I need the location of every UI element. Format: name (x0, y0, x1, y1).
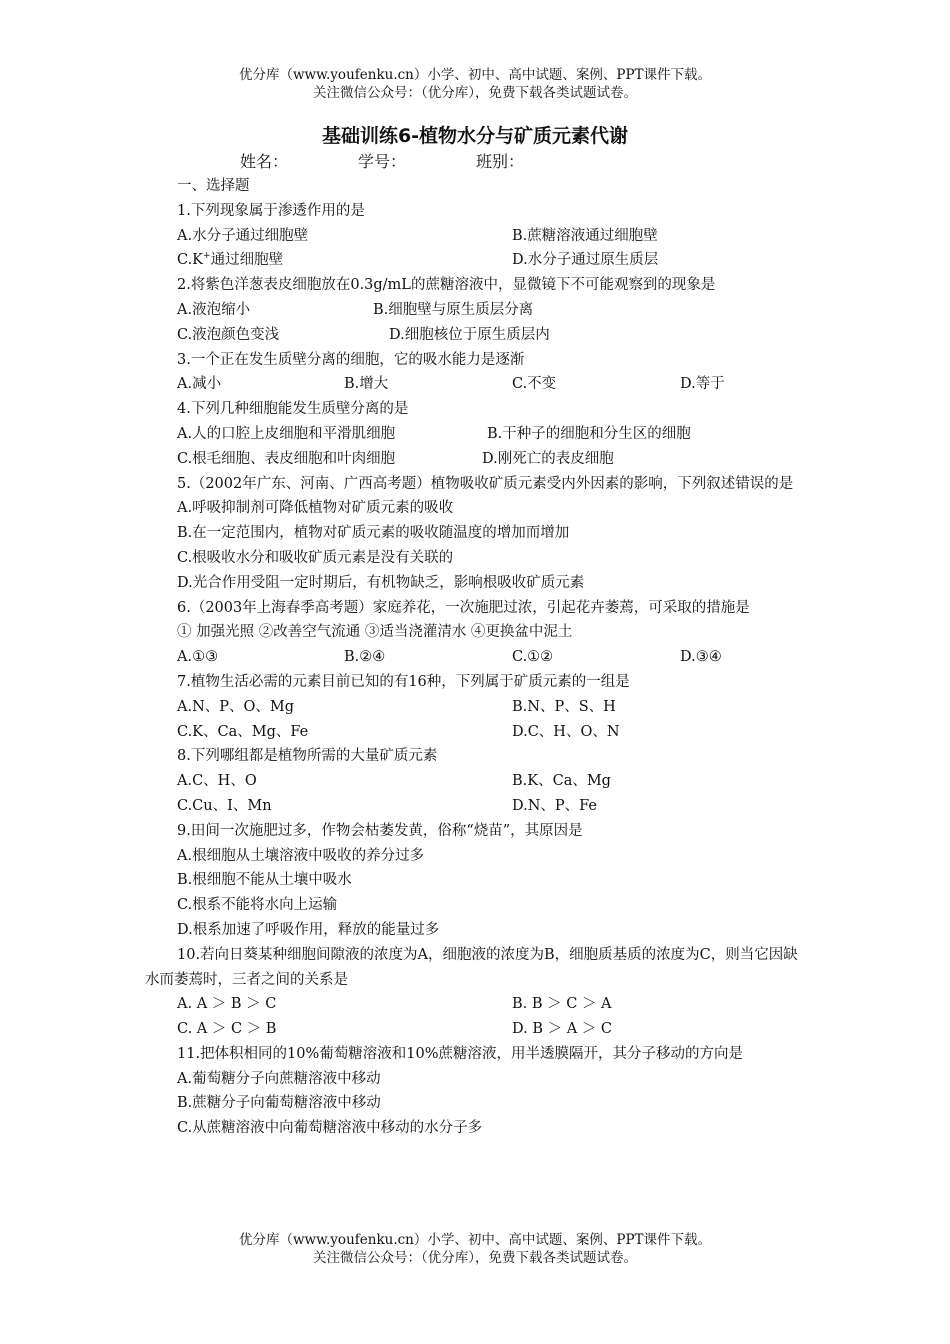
question-stem: 11.把体积相同的10%葡萄糖溶液和10%蔗糖溶液，用半透膜隔开，其分子移动的方向是 (177, 1045, 744, 1062)
option-c: C.①② (512, 649, 554, 666)
option-row (145, 422, 810, 447)
option-b: B.细胞壁与原生质层分离 (373, 301, 534, 318)
option-d: D.水分子通过原生质层 (512, 252, 659, 269)
footer-line-1: 优分库（www.youfenku.cn）小学、初中、高中试题、案例、PPT课件下载。 (238, 1232, 712, 1248)
option-b: B. B ＞ C ＞ A (512, 996, 612, 1013)
option-b: B.根细胞不能从土壤中吸水 (177, 872, 352, 889)
question-stem: 8.下列哪组都是植物所需的大量矿质元素 (177, 748, 438, 765)
question-stem: 7.植物生活必需的元素目前已知的有16种，下列属于矿质元素的一组是 (177, 673, 630, 690)
option-a: A.C、H、O (177, 773, 257, 790)
option-row (145, 372, 810, 397)
option-a: A.①③ (177, 649, 219, 666)
option-d: D.细胞核位于原生质层内 (389, 326, 550, 343)
option-b: B.蔗糖溶液通过细胞壁 (512, 227, 658, 244)
option-a: A. A ＞ B ＞ C (177, 996, 277, 1013)
option-d: D.N、P、Fe (512, 797, 598, 814)
option-d: D.光合作用受阻一定时期后，有机物缺乏，影响根吸收矿质元素 (177, 574, 585, 591)
worksheet-title: 基础训练6-植物水分与矿质元素代谢 (321, 125, 629, 147)
option-c: C.根吸收水分和吸收矿质元素是没有关联的 (177, 549, 454, 566)
question-stem: 4.下列几种细胞能发生质壁分离的是 (177, 401, 409, 418)
option-row (145, 224, 810, 249)
option-c: C.根毛细胞、表皮细胞和叶肉细胞 (177, 450, 396, 467)
option-d: D.刚死亡的表皮细胞 (482, 450, 614, 467)
question-stem: 2.将紫色洋葱表皮细胞放在0.3g/mL的蔗糖溶液中，显微镜下不可能观察到的现象是 (177, 277, 716, 294)
option-c: C.不变 (512, 376, 557, 393)
option-c: C.根系不能将水向上运输 (177, 897, 338, 914)
question-list (145, 174, 810, 1141)
question-stem: 10.若向日葵某种细胞间隙液的浓度为A，细胞液的浓度为B，细胞质基质的浓度为C，则当它因缺水而萎蔫时，三者之间的关系是 (145, 946, 798, 988)
option-d: D.根系加速了呼吸作用，释放的能量过多 (177, 921, 440, 938)
option-a: A.液泡缩小 (177, 301, 251, 318)
option-a: A.人的口腔上皮细胞和平滑肌细胞 (177, 425, 396, 442)
student-id-label: 学号： (358, 152, 407, 171)
option-b: B.在一定范围内，植物对矿质元素的吸收随温度的增加而增加 (177, 525, 570, 542)
option-d: D.③④ (680, 649, 722, 666)
option-d: D.C、H、O、N (512, 723, 620, 740)
option-c: C.从蔗糖溶液中向葡萄糖溶液中移动的水分子多 (177, 1120, 483, 1137)
option-row (145, 645, 810, 670)
option-a: A.根细胞从土壤溶液中吸收的养分过多 (177, 847, 425, 864)
section-heading: 一、选择题 (177, 178, 250, 194)
option-row (145, 447, 810, 472)
question-stem: 3.一个正在发生质壁分离的细胞，它的吸水能力是逐渐 (177, 351, 525, 368)
option-a: A.减小 (177, 376, 222, 393)
option-b: B.蔗糖分子向葡萄糖溶液中移动 (177, 1095, 381, 1112)
option-b: B.干种子的细胞和分生区的细胞 (487, 425, 691, 442)
option-row (145, 769, 810, 794)
option-c: C.K、Ca、Mg、Fe (177, 723, 309, 740)
option-d: D.等于 (680, 376, 725, 393)
header-line-2: 关注微信公众号：（优分库），免费下载各类试题试卷。 (313, 85, 637, 101)
student-info-row (240, 150, 524, 174)
option-c: C.K+通过细胞壁 (177, 251, 284, 269)
option-row (145, 298, 810, 323)
footer-line-2: 关注微信公众号：（优分库），免费下载各类试题试卷。 (313, 1250, 637, 1266)
option-row (145, 720, 810, 745)
header-line-1: 优分库（www.youfenku.cn）小学、初中、高中试题、案例、PPT课件下载。 (238, 67, 712, 83)
page-footer (0, 1231, 950, 1267)
question-items: ① 加强光照 ②改善空气流通 ③适当浇灌清水 ④更换盆中泥土 (177, 624, 573, 641)
option-c: C.液泡颜色变浅 (177, 326, 280, 343)
option-d: D. B ＞ A ＞ C (512, 1021, 612, 1038)
option-c: C.Cu、I、Mn (177, 797, 272, 814)
option-row (145, 323, 810, 348)
page-header (0, 66, 950, 102)
option-b: B.增大 (344, 376, 389, 393)
question-stem: 1.下列现象属于渗透作用的是 (177, 202, 365, 219)
option-a: A.N、P、O、Mg (177, 698, 295, 715)
option-c: C. A ＞ C ＞ B (177, 1021, 277, 1038)
question-stem: 5.（2002年广东、河南、广西高考题）植物吸收矿质元素受内外因素的影响，下列叙述错误的是 (177, 475, 794, 492)
option-row (145, 794, 810, 819)
option-b: B.②④ (344, 649, 386, 666)
option-a: A.呼吸抑制剂可降低植物对矿质元素的吸收 (177, 500, 454, 517)
option-row (145, 695, 810, 720)
option-a: A.水分子通过细胞壁 (177, 227, 309, 244)
option-b: B.N、P、S、H (512, 698, 616, 715)
class-label: 班别： (476, 152, 525, 171)
question-stem: 9.田间一次施肥过多，作物会枯萎发黄，俗称“烧苗”，其原因是 (177, 822, 583, 839)
option-row (145, 992, 810, 1017)
option-b: B.K、Ca、Mg (512, 773, 611, 790)
option-row (145, 248, 810, 273)
question-stem: 6.（2003年上海春季高考题）家庭养花，一次施肥过浓，引起花卉萎蔫，可采取的措施是 (177, 599, 750, 616)
option-row (145, 1017, 810, 1042)
option-a: A.葡萄糖分子向蔗糖溶液中移动 (177, 1070, 381, 1087)
name-label: 姓名： (240, 152, 289, 171)
